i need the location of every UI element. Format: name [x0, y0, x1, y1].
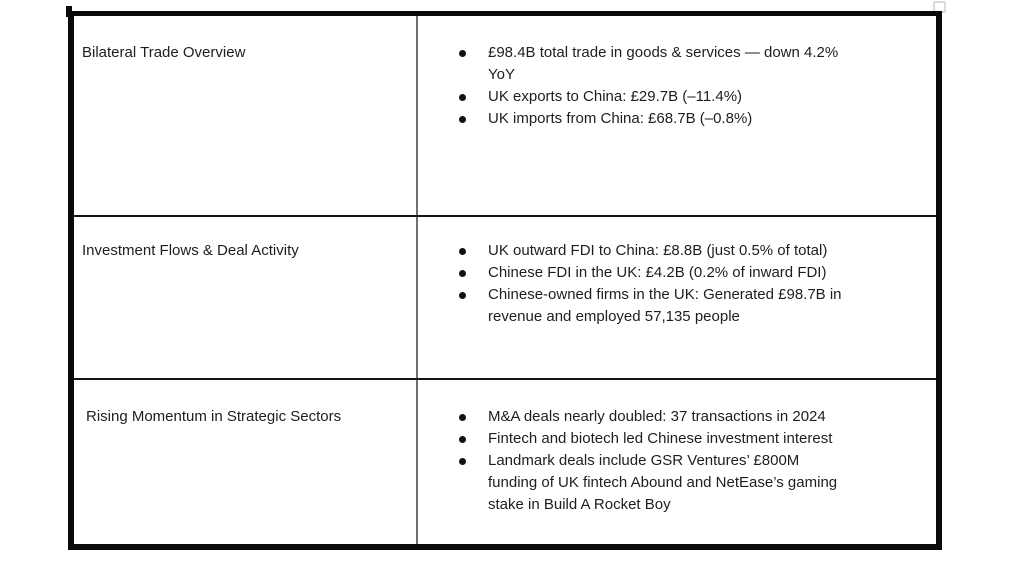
table-row — [74, 215, 936, 378]
list-item — [459, 108, 926, 130]
bullet-text — [488, 450, 926, 516]
list-item — [459, 450, 926, 516]
bullet-line: UK imports from China: £68.7B (–0.8%) — [488, 110, 753, 127]
bullet-text — [488, 428, 926, 450]
bullet-icon — [459, 458, 466, 465]
list-item — [459, 428, 926, 450]
bullet-icon — [459, 248, 466, 255]
bullet-icon — [459, 116, 466, 123]
bullet-text — [488, 42, 926, 86]
bullet-text — [488, 240, 926, 262]
row-label: Investment Flows & Deal Activity — [82, 242, 299, 259]
row-label-cell — [74, 16, 418, 215]
list-item — [459, 406, 926, 428]
bullet-line: stake in Build A Rocket Boy — [488, 496, 671, 513]
bullet-text — [488, 108, 926, 130]
list-item — [459, 262, 926, 284]
row-bullets-cell — [418, 16, 936, 215]
list-item — [459, 86, 926, 108]
bullet-icon — [459, 50, 466, 57]
bullet-icon — [459, 94, 466, 101]
bullet-icon — [459, 414, 466, 421]
bullet-icon — [459, 292, 466, 299]
bullet-line: UK outward FDI to China: £8.8B (just 0.5% of total) — [488, 242, 828, 259]
list-item — [459, 284, 926, 328]
table-row — [74, 378, 936, 544]
bullet-text — [488, 406, 926, 428]
row-bullets-cell — [418, 380, 936, 544]
summary-table — [68, 11, 942, 550]
bullet-line: revenue and employed 57,135 people — [488, 308, 740, 325]
list-item — [459, 42, 926, 86]
bullet-line: Chinese-owned firms in the UK: Generated £98.7B in — [488, 286, 842, 303]
table-row — [74, 16, 936, 215]
bullet-line: £98.4B total trade in goods & services — down 4.2% — [488, 44, 839, 61]
row-label: Rising Momentum in Strategic Sectors — [86, 408, 342, 425]
bullet-line: Fintech and biotech led Chinese investment interest — [488, 430, 833, 447]
bullet-line: M&A deals nearly doubled: 37 transactions in 2024 — [488, 408, 826, 425]
row-label-cell — [74, 217, 418, 378]
bullet-line: Landmark deals include GSR Ventures’ £800M — [488, 452, 800, 469]
bullet-line: UK exports to China: £29.7B (–11.4%) — [488, 88, 743, 105]
bullet-line: Chinese FDI in the UK: £4.2B (0.2% of inward FDI) — [488, 264, 827, 281]
bullet-text — [488, 86, 926, 108]
bullet-icon — [459, 436, 466, 443]
bullet-text — [488, 284, 926, 328]
bullet-text — [488, 262, 926, 284]
bullet-line: YoY — [488, 66, 515, 83]
row-bullets-cell — [418, 217, 936, 378]
bullet-icon — [459, 270, 466, 277]
list-item — [459, 240, 926, 262]
row-label-cell — [74, 380, 418, 544]
row-label: Bilateral Trade Overview — [82, 44, 246, 61]
bullet-line: funding of UK fintech Abound and NetEase’s gaming — [488, 474, 838, 491]
